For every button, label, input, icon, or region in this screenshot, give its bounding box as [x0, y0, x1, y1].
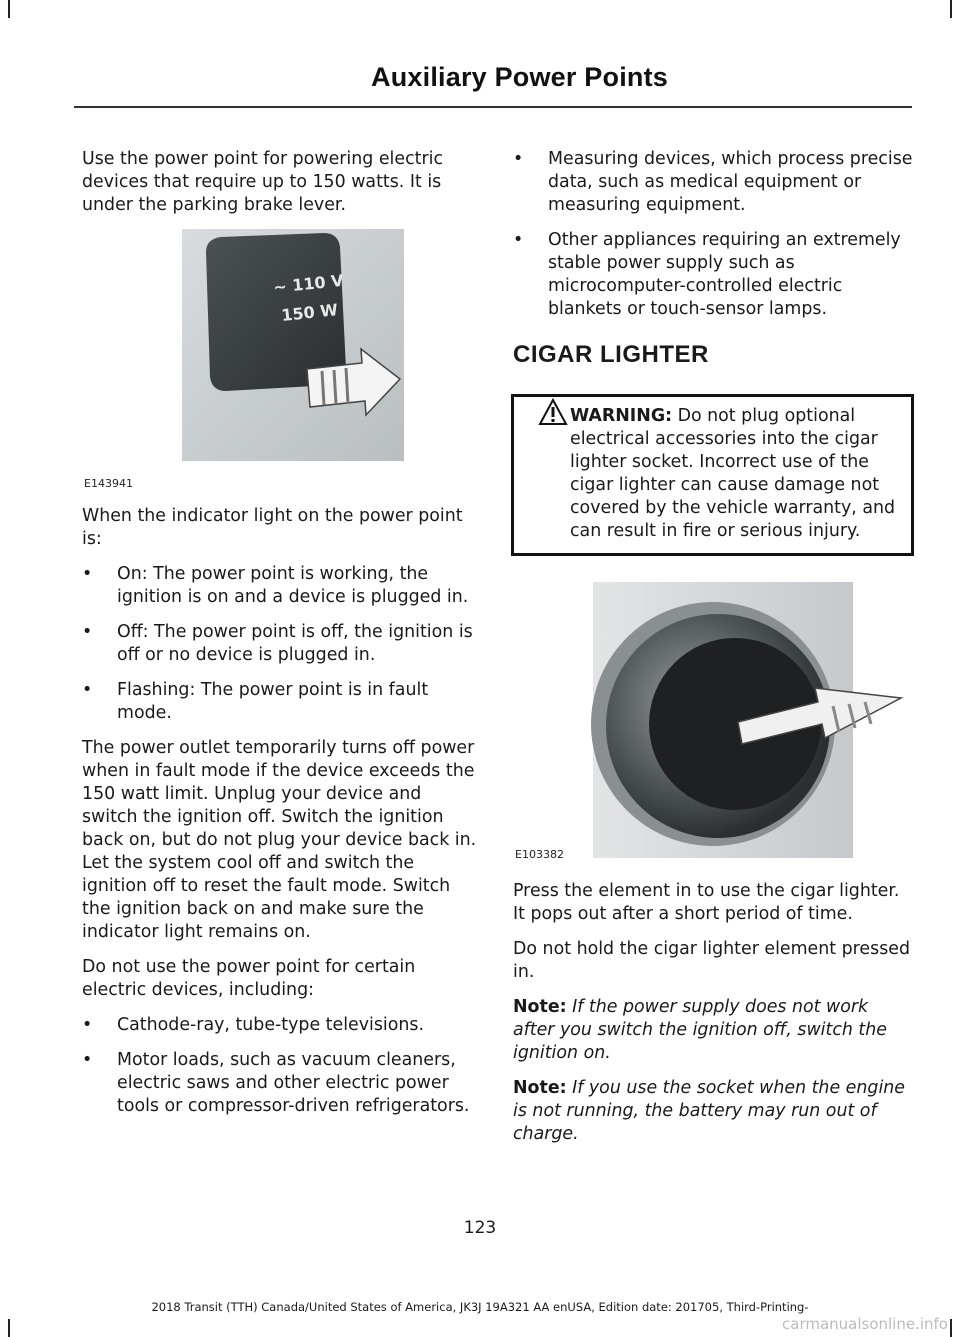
figure-code: E143941 — [84, 477, 133, 490]
warning-label: WARNING: — [570, 406, 673, 426]
left-column — [82, 148, 477, 1130]
page-number: 123 — [463, 1218, 497, 1238]
section-heading: CIGAR LIGHTER — [513, 341, 709, 368]
indicator-intro: When the indicator light on the power point is: — [82, 506, 463, 549]
hold-paragraph: Do not hold the cigar lighter element pressed in. — [513, 939, 910, 982]
footer-text: 2018 Transit (TTH) Canada/United States of America, JK3J 19A321 AA enUSA, Edition date: 201705, Third-Printing- — [151, 1300, 809, 1314]
warning-box — [511, 394, 914, 556]
list-item: • Measuring devices, which process precise data, such as medical equipment or measuring equipment. — [513, 149, 913, 215]
list-item: • Off: The power point is off, the ignition is off or no device is plugged in. — [82, 622, 473, 665]
note-paragraph: Note: If the power supply does not work after you switch the ignition off, switch the ignition on. — [513, 997, 887, 1063]
voltage-label: ~ 110 V — [272, 270, 345, 297]
list-item: • Other appliances requiring an extremely stable power supply such as microcomputer-controlled electric blankets or touch-sensor lamps. — [513, 230, 901, 319]
cigar-lighter-figure — [513, 574, 913, 866]
header-rule — [74, 106, 912, 108]
warning-triangle-icon — [538, 398, 568, 426]
crop-mark — [950, 1319, 952, 1337]
crop-mark — [8, 0, 10, 18]
page-title: Auxiliary Power Points — [371, 62, 668, 92]
warning-text: Do not plug optional electrical accessories into the cigar lighter socket. Incorrect use of the cigar lighter can cause damage not covered by the vehicle warranty, and can result in fire or serious injury. — [570, 406, 896, 541]
list-item: • Cathode-ray, tube-type televisions. — [82, 1015, 424, 1035]
list-item: • Motor loads, such as vacuum cleaners, electric saws and other electric power tools or compressor-driven refrigerators. — [82, 1050, 470, 1116]
list-item: • On: The power point is working, the ignition is on and a device is plugged in. — [82, 564, 469, 607]
power-point-figure — [82, 229, 477, 495]
press-paragraph: Press the element in to use the cigar lighter. It pops out after a short period of time. — [513, 881, 900, 924]
crop-mark — [8, 1319, 10, 1337]
fault-paragraph: The power outlet temporarily turns off power when in fault mode if the device exceeds the 150 watt limit. Unplug your device and switch the ignition off. Switch the ignition back on, but do not plug your device back in. Let the system cool off and switch the ignition off to reset the fault mode. Switch the ignition back on and make sure the indicator light remains on. — [82, 738, 477, 942]
note-paragraph: Note: If you use the socket when the engine is not running, the battery may run out of charge. — [513, 1078, 905, 1144]
figure-code: E103382 — [515, 848, 564, 861]
page-header — [74, 62, 910, 93]
intro-paragraph: Use the power point for powering electric devices that require up to 150 watts. It is under the parking brake lever. — [82, 149, 444, 215]
power-point-illustration — [82, 229, 477, 495]
wattage-label: 150 W — [280, 300, 339, 325]
crop-mark — [950, 0, 952, 18]
watermark: carmanualsonline.info — [782, 1315, 948, 1333]
list-item: • Flashing: The power point is in fault mode. — [82, 680, 429, 723]
devices-intro: Do not use the power point for certain electric devices, including: — [82, 957, 416, 1000]
cigar-lighter-illustration — [513, 574, 913, 866]
right-column — [513, 148, 915, 1158]
